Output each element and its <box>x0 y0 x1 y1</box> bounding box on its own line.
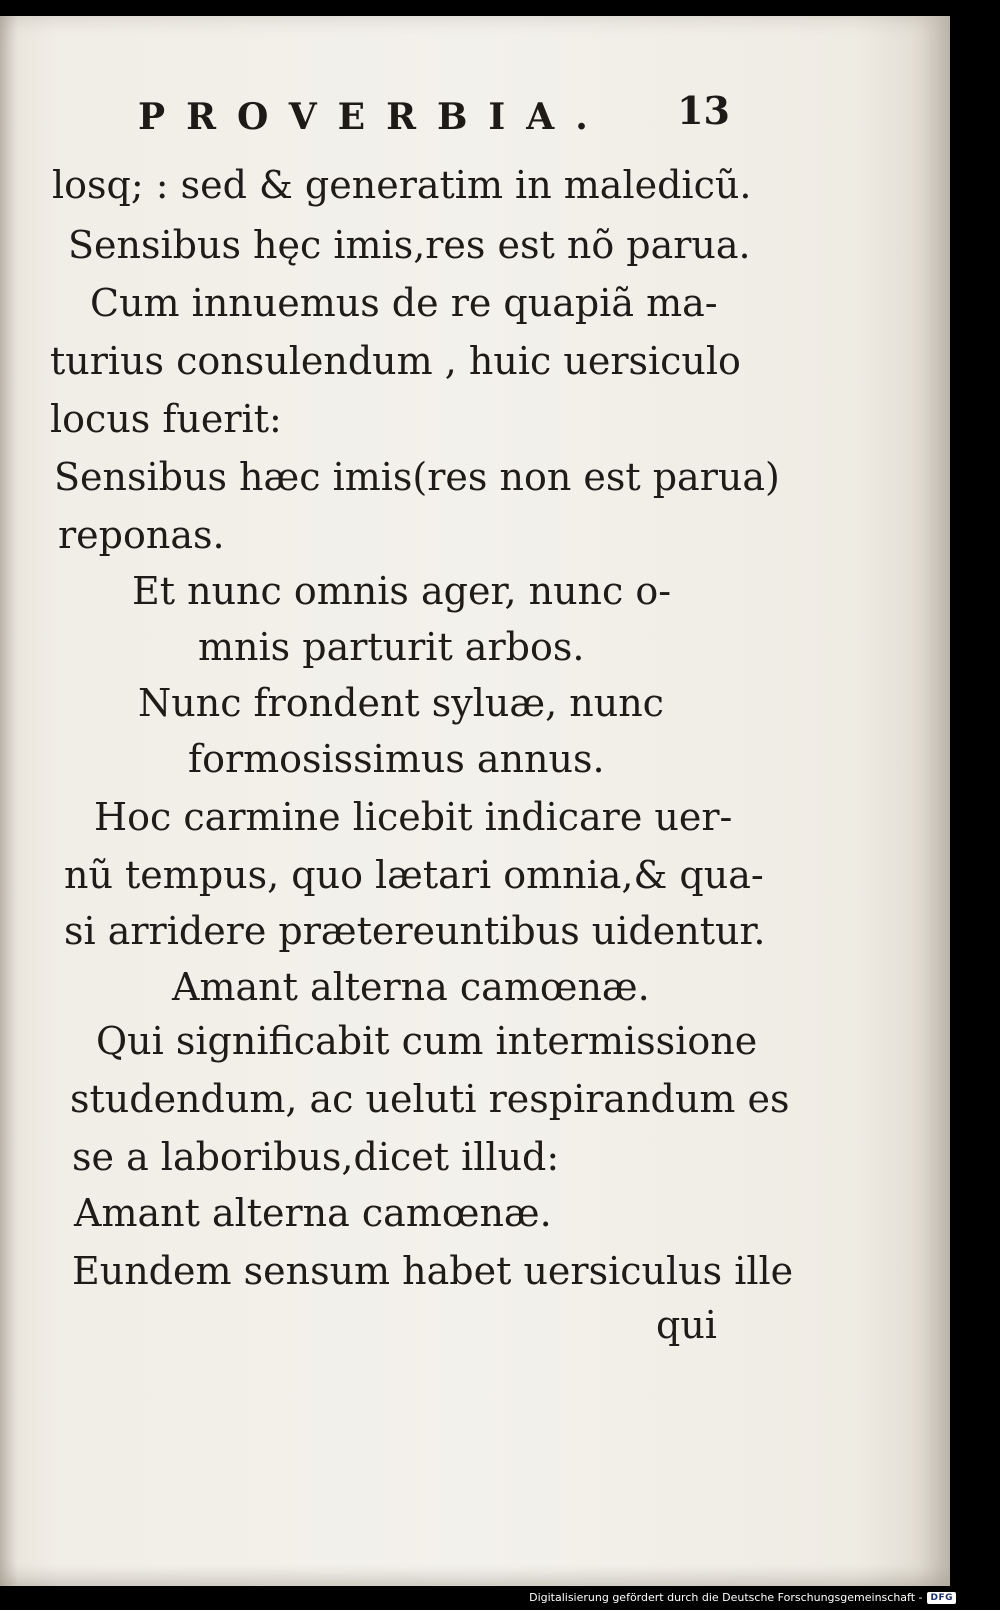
text-line: Sensibus hæc imis(res non est parua) <box>54 455 780 499</box>
text-line: losq; : sed & generatim in maledicũ. <box>52 163 752 207</box>
text-line: locus fuerit: <box>50 397 282 441</box>
text-line: Et nunc omnis ager, nunc o- <box>132 569 672 613</box>
text-line: si arridere prætereuntibus uidentur. <box>64 909 766 953</box>
page-header <box>130 86 730 142</box>
running-head: PROVERBIA. <box>138 96 609 138</box>
text-line: formosissimus annus. <box>188 737 605 781</box>
text-line: Eundem sensum habet uersiculus ille <box>72 1249 794 1293</box>
text-line: Qui significabit cum intermissione <box>96 1019 758 1063</box>
text-line: nũ tempus, quo lætari omnia,& qua- <box>64 853 764 897</box>
text-line: Amant alterna camœnæ. <box>74 1191 552 1235</box>
text-line: studendum, ac ueluti respirandum es <box>70 1077 790 1121</box>
text-line: se a laboribus,dicet illud: <box>72 1135 560 1179</box>
text-line: Nunc frondent syluæ, nunc <box>138 681 664 725</box>
text-line: Hoc carmine licebit indicare uer- <box>94 795 733 839</box>
credit-text: Digitalisierung gefördert durch die Deutsche Forschungsgemeinschaft - <box>529 1591 923 1604</box>
page-number: 13 <box>677 88 730 133</box>
show-through-shadow <box>560 396 700 426</box>
text-line: Sensibus hęc imis,res est nõ parua. <box>68 223 751 267</box>
book-page <box>0 16 950 1586</box>
text-line: mnis parturit arbos. <box>198 625 585 669</box>
dfg-logo-icon: DFG <box>927 1592 956 1604</box>
text-line: turius consulendum , huic uersiculo <box>50 339 741 383</box>
text-line: reponas. <box>58 513 225 557</box>
text-line: Amant alterna camœnæ. <box>172 965 650 1009</box>
digitization-credit <box>529 1591 956 1604</box>
text-line catchword: qui <box>656 1303 717 1347</box>
text-line: Cum innuemus de re quapiã ma- <box>90 281 718 325</box>
